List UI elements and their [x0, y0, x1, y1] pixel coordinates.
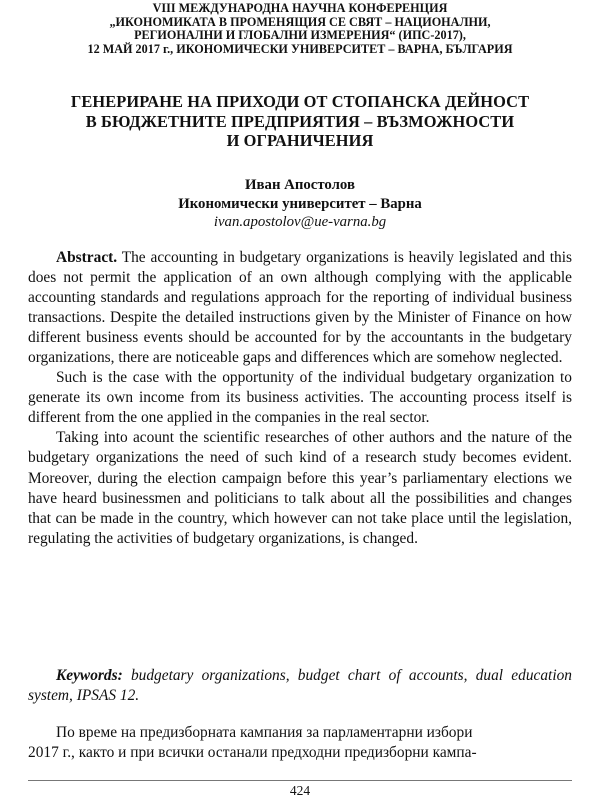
keywords-text: budgetary organizations, budget chart of accounts, dual education system, IPSAS 12.	[28, 667, 572, 705]
page-number: 424	[289, 783, 311, 798]
paper-title-line: И ОГРАНИЧЕНИЯ	[226, 131, 374, 150]
body-text-line: 2017 г., както и при всички останали предходни предизборни кампа-	[28, 744, 477, 762]
abstract-label: Abstract.	[56, 249, 118, 266]
paper-title-line: ГЕНЕРИРАНЕ НА ПРИХОДИ ОТ СТОПАНСКА ДЕЙНОСТ	[70, 92, 530, 111]
abstract	[28, 248, 572, 549]
keywords	[28, 666, 572, 706]
paper-title-line: В БЮДЖЕТНИТЕ ПРЕДПРИЯТИЯ – ВЪЗМОЖНОСТИ	[85, 111, 515, 131]
abstract-paragraph	[28, 248, 572, 368]
conference-header-line: „ИКОНОМИКАТА В ПРОМЕНЯЩИЯ СЕ СВЯТ – НАЦИОНАЛНИ,	[109, 14, 491, 29]
conference-header-line: 12 МАЙ 2017 г., ИКОНОМИЧЕСКИ УНИВЕРСИТЕТ – ВАРНА, БЪЛГАРИЯ	[87, 41, 513, 56]
keywords-label: Keywords:	[56, 667, 123, 684]
author-email: ivan.apostolov@ue-varna.bg	[213, 214, 387, 230]
conference-header-line: VIII МЕЖДУНАРОДНА НАУЧНА КОНФЕРЕНЦИЯ	[152, 1, 448, 15]
author-name: Иван Апостолов	[245, 177, 355, 193]
abstract-text: The accounting in budgetary organizations is heavily legislated and this does not permit the application of an own although complying with the applicable accounting standards and regulations approach for the reporting of individual business transactions. Despite the detailed instructions given by the Minister of Finance on how different business events should be accounted for by the accountants in the budgetary organizations, there are noticeable gaps and differences which are somehow neglected.	[28, 249, 572, 367]
footer-rule	[28, 780, 572, 781]
body-text-line: По време на предизборната кампания за парламентарни избори	[56, 724, 473, 741]
abstract-paragraph: Such is the case with the opportunity of the individual budgetary organization to generate its own income from its business activities. The accounting process itself is different from the one applied in the companies in the real sector.	[28, 369, 572, 427]
author-block	[20, 176, 580, 232]
body-text	[28, 723, 572, 763]
conference-header-line: РЕГИОНАЛНИ И ГЛОБАЛНИ ИЗМЕРЕНИЯ“ (ИПС-2017),	[134, 28, 466, 43]
author-affiliation: Икономически университет – Варна	[178, 195, 422, 212]
abstract-paragraph: Taking into acount the scientific researches of other authors and the nature of the budgetary organizations the need of such kind of a research study becomes evident. Moreover, during the election campaign before this year’s parliamentary elections we have heard businessmen and politicians to talk about all the possibilities and changes that can be made in the country, which however can not take place until the legislation, regulating the activities of budgetary organizations, is changed.	[28, 429, 572, 547]
conference-header	[30, 2, 570, 56]
paper-title	[20, 92, 580, 151]
